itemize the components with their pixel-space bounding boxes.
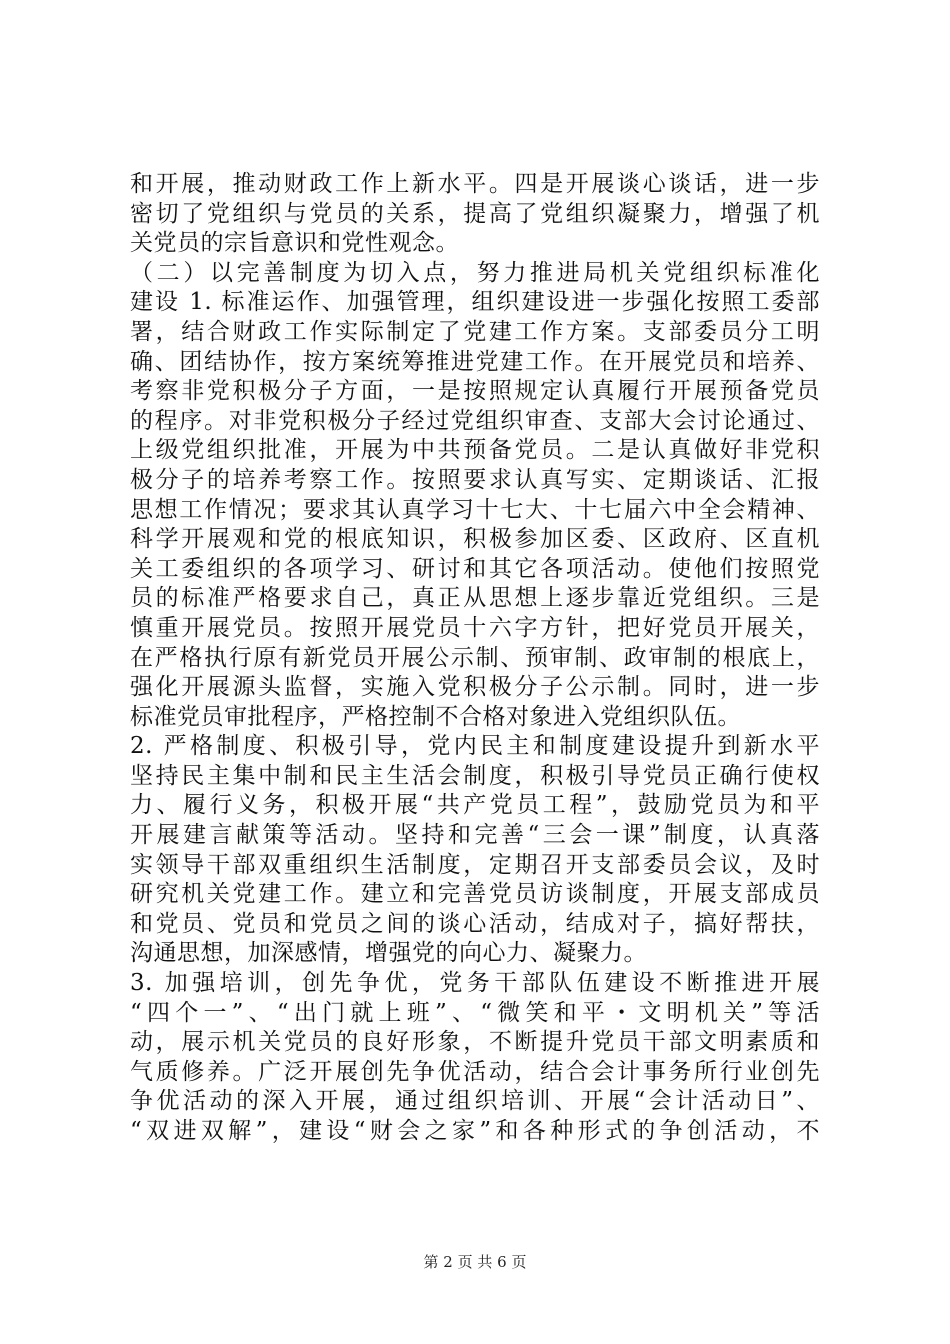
text-line: 上级党组织批准，开展为中共预备党员。二是认真做好非党积 [130,437,820,464]
text-line: “双进双解”，建设“财会之家”和各种形式的争创活动，不 [130,1118,820,1144]
text-line: 在严格执行原有新党员开展公示制、预审制、政审制的根底上， [130,644,820,671]
text-line: 和开展，推动财政工作上新水平。四是开展谈心谈话，进一步 [130,171,820,197]
text-line: 思想工作情况；要求其认真学习十七大、十七届六中全会精神、 [130,496,820,523]
text-line: 强化开展源头监督，实施入党积极分子公示制。同时，进一步 [130,674,820,701]
text-line: 考察非党积极分子方面，一是按照规定认真履行开展预备党员 [130,378,820,405]
text-line: 员的标准严格要求自己，真正从思想上逐步靠近党组织。三是 [130,585,820,612]
text-line: 署，结合财政工作实际制定了党建工作方案。支部委员分工明 [130,318,820,345]
text-line: 慎重开展党员。按照开展党员十六字方针，把好党员开展关， [130,614,820,641]
text-line: 建设 1. 标准运作、加强管理，组织建设进一步强化按照工委部 [130,289,820,316]
text-line: 关工委组织的各项学习、研讨和其它各项活动。使他们按照党 [130,555,820,582]
text-line: 2. 严格制度、积极引导，党内民主和制度建设提升到新水平 [130,733,820,760]
text-line: 坚持民主集中制和民主生活会制度，积极引导党员正确行使权 [130,762,820,789]
text-line: 和党员、党员和党员之间的谈心活动，结成对子，搞好帮扶， [130,910,820,937]
text-line: 气质修养。广泛开展创先争优活动，结合会计事务所行业创先 [130,1058,820,1085]
text-line: 动，展示机关党员的良好形象，不断提升党员干部文明素质和 [130,1029,820,1056]
text-line: 关党员的宗旨意识和党性观念。 [130,230,459,257]
text-line: 3. 加强培训，创先争优，党务干部队伍建设不断推进开展 [130,970,820,997]
text-line: 极分子的培养考察工作。按照要求认真写实、定期谈话、汇报 [130,466,820,493]
text-line: 标准党员审批程序，严格控制不合格对象进入党组织队伍。 [130,703,741,730]
text-line: 的程序。对非党积极分子经过党组织审查、支部大会讨论通过、 [130,407,820,434]
text-line: 争优活动的深入开展，通过组织培训、开展“会计活动日”、 [130,1088,820,1115]
text-line: （二）以完善制度为切入点，努力推进局机关党组织标准化 [130,259,820,286]
text-line: 密切了党组织与党员的关系，提高了党组织凝聚力，增强了机 [130,200,820,227]
page-footer: 第 2 页 共 6 页 [423,1253,527,1271]
text-line: “四个一”、“出门就上班”、“微笑和平・文明机关”等活 [130,999,820,1026]
text-line: 开展建言献策等活动。坚持和完善“三会一课”制度，认真落 [130,822,820,849]
document-body [130,170,820,1147]
text-line: 沟通思想，加深感情，增强党的向心力、凝聚力。 [130,940,647,967]
text-line: 确、团结协作，按方案统筹推进党建工作。在开展党员和培养、 [130,348,820,375]
text-line: 研究机关党建工作。建立和完善党员访谈制度，开展支部成员 [130,881,820,908]
text-line: 实领导干部双重组织生活制度，定期召开支部委员会议，及时 [130,851,820,878]
text-line: 力、履行义务，积极开展“共产党员工程”，鼓励党员为和平 [130,792,820,819]
text-line: 科学开展观和党的根底知识，积极参加区委、区政府、区直机 [130,526,820,553]
